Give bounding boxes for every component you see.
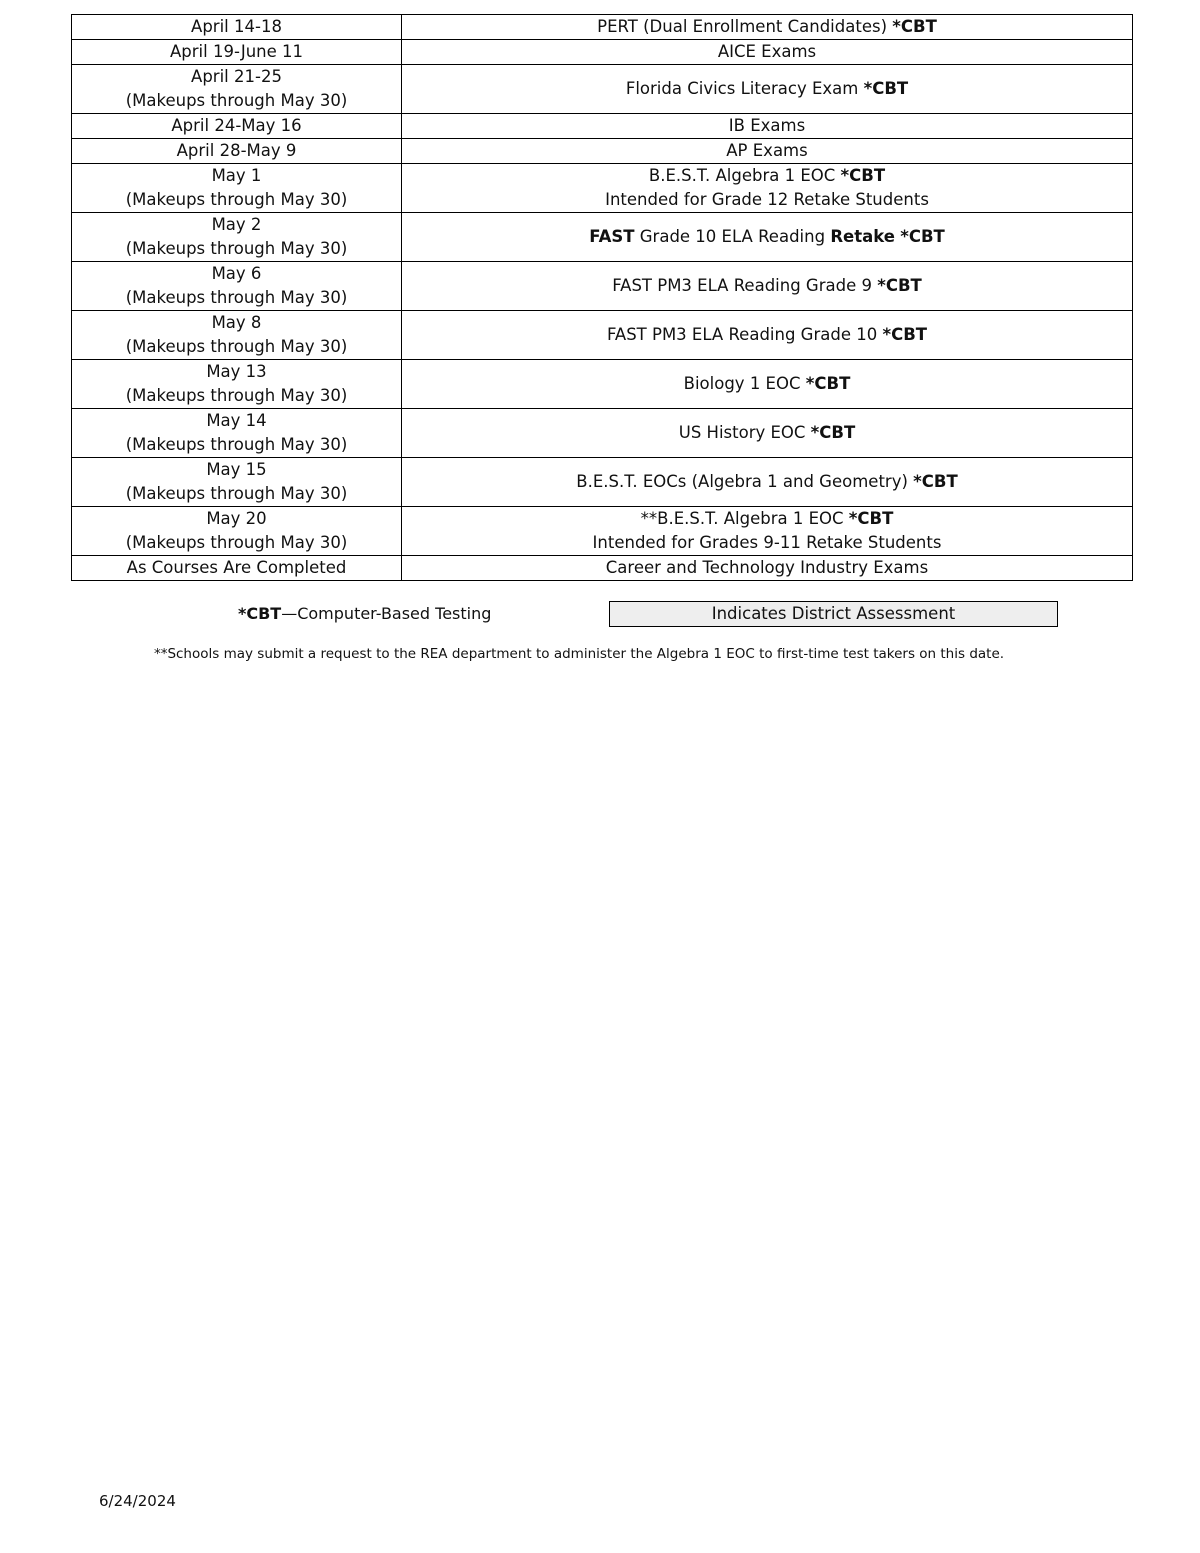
date-range: As Courses Are Completed xyxy=(126,558,347,577)
testing-schedule-table xyxy=(71,14,1133,581)
test-name xyxy=(402,114,1132,138)
makeup-note: (Makeups through May 30) xyxy=(125,288,348,307)
test-name xyxy=(402,421,1132,445)
schedule-row xyxy=(72,458,1133,507)
text-segment: AICE Exams xyxy=(717,42,817,61)
date-cell xyxy=(72,15,402,40)
schedule-row xyxy=(72,15,1133,40)
test-cell xyxy=(402,164,1133,213)
bold-segment: *CBT xyxy=(810,423,856,442)
bold-segment: Retake xyxy=(830,227,895,246)
test-cell xyxy=(402,262,1133,311)
text-segment: B.E.S.T. Algebra 1 EOC xyxy=(648,166,841,185)
district-assessment-legend: Indicates District Assessment xyxy=(609,601,1058,627)
text-segment: FAST PM3 ELA Reading Grade 9 xyxy=(612,276,878,295)
makeup-note: (Makeups through May 30) xyxy=(125,337,348,356)
date-range: May 15 xyxy=(206,460,267,479)
test-name xyxy=(402,77,1132,101)
text-segment: Intended for Grades 9-11 Retake Students xyxy=(592,533,942,552)
date-cell xyxy=(72,40,402,65)
page-date: 6/24/2024 xyxy=(99,1492,176,1510)
schedule-row xyxy=(72,139,1133,164)
test-name xyxy=(402,40,1132,64)
date-range: May 2 xyxy=(211,215,262,234)
text-segment: PERT (Dual Enrollment Candidates) xyxy=(597,17,893,36)
makeup-note: (Makeups through May 30) xyxy=(125,386,348,405)
makeup-note: (Makeups through May 30) xyxy=(125,484,348,503)
bold-segment: *CBT xyxy=(863,79,909,98)
test-cell xyxy=(402,213,1133,262)
bold-segment: FAST xyxy=(589,227,635,246)
test-cell xyxy=(402,15,1133,40)
text-segment: B.E.S.T. EOCs (Algebra 1 and Geometry) xyxy=(576,472,914,491)
schedule-row xyxy=(72,409,1133,458)
schedule-row xyxy=(72,507,1133,556)
algebra-footnote: **Schools may submit a request to the REA department to administer the Algebra 1 EOC to first-time test takers on this date. xyxy=(153,646,1005,662)
text-segment: Intended for Grade 12 Retake Students xyxy=(605,190,929,209)
date-range: May 1 xyxy=(211,166,262,185)
cbt-definition: —Computer-Based Testing xyxy=(281,604,492,623)
text-segment: Biology 1 EOC xyxy=(683,374,806,393)
date-range: May 13 xyxy=(206,362,267,381)
text-segment: US History EOC xyxy=(678,423,811,442)
date-range: April 14-18 xyxy=(191,17,282,36)
test-name xyxy=(402,225,1132,249)
test-name xyxy=(402,323,1132,347)
schedule-body xyxy=(72,15,1133,581)
test-name xyxy=(402,15,1132,39)
cbt-abbrev: *CBT xyxy=(238,604,282,623)
text-segment: IB Exams xyxy=(728,116,806,135)
bold-segment: *CBT xyxy=(805,374,851,393)
bold-segment: *CBT xyxy=(877,276,922,295)
bold-segment: *CBT xyxy=(840,166,886,185)
schedule-row xyxy=(72,114,1133,139)
test-cell xyxy=(402,507,1133,556)
makeup-note: (Makeups through May 30) xyxy=(125,91,348,110)
date-range: April 28-May 9 xyxy=(176,141,297,160)
schedule-row xyxy=(72,360,1133,409)
bold-segment: *CBT xyxy=(892,17,937,36)
makeup-note: (Makeups through May 30) xyxy=(125,190,348,209)
test-cell xyxy=(402,311,1133,360)
text-segment: **B.E.S.T. Algebra 1 EOC xyxy=(640,509,849,528)
schedule-row xyxy=(72,311,1133,360)
test-name xyxy=(402,556,1132,580)
date-cell xyxy=(72,139,402,164)
test-cell xyxy=(402,114,1133,139)
test-cell xyxy=(402,139,1133,164)
text-segment: Career and Technology Industry Exams xyxy=(605,558,929,577)
test-cell xyxy=(402,409,1133,458)
schedule-row xyxy=(72,164,1133,213)
test-name xyxy=(402,164,1132,188)
schedule-row xyxy=(72,213,1133,262)
date-range: May 6 xyxy=(211,264,262,283)
bold-segment: *CBT xyxy=(900,227,945,246)
test-name xyxy=(402,139,1132,163)
text-segment: Grade 10 ELA Reading xyxy=(634,227,831,246)
date-range: April 19-June 11 xyxy=(170,42,303,61)
date-range: May 20 xyxy=(206,509,267,528)
date-range: May 14 xyxy=(206,411,267,430)
date-cell xyxy=(72,262,402,311)
text-segment: Florida Civics Literacy Exam xyxy=(625,79,864,98)
test-cell xyxy=(402,65,1133,114)
text-segment: AP Exams xyxy=(726,141,808,160)
schedule-row xyxy=(72,262,1133,311)
date-range: April 24-May 16 xyxy=(171,116,302,135)
makeup-note: (Makeups through May 30) xyxy=(125,239,348,258)
date-range: May 8 xyxy=(211,313,262,332)
date-cell xyxy=(72,65,402,114)
date-cell xyxy=(72,311,402,360)
date-cell xyxy=(72,409,402,458)
test-cell xyxy=(402,458,1133,507)
test-name xyxy=(402,470,1132,494)
test-cell xyxy=(402,556,1133,581)
schedule-row xyxy=(72,40,1133,65)
test-name xyxy=(402,274,1132,298)
date-cell xyxy=(72,556,402,581)
test-cell xyxy=(402,360,1133,409)
date-cell xyxy=(72,507,402,556)
bold-segment: *CBT xyxy=(848,509,894,528)
test-note xyxy=(402,188,1132,212)
date-range: April 21-25 xyxy=(191,67,282,86)
cbt-legend xyxy=(238,603,491,625)
test-name xyxy=(402,507,1132,531)
date-cell xyxy=(72,114,402,139)
date-cell xyxy=(72,360,402,409)
test-name xyxy=(402,372,1132,396)
bold-segment: *CBT xyxy=(913,472,958,491)
makeup-note: (Makeups through May 30) xyxy=(125,533,348,552)
schedule-row xyxy=(72,556,1133,581)
schedule-row xyxy=(72,65,1133,114)
date-cell xyxy=(72,164,402,213)
makeup-note: (Makeups through May 30) xyxy=(125,435,348,454)
date-cell xyxy=(72,213,402,262)
bold-segment: *CBT xyxy=(882,325,928,344)
date-cell xyxy=(72,458,402,507)
text-segment: FAST PM3 ELA Reading Grade 10 xyxy=(606,325,883,344)
test-note xyxy=(402,531,1132,555)
test-cell xyxy=(402,40,1133,65)
